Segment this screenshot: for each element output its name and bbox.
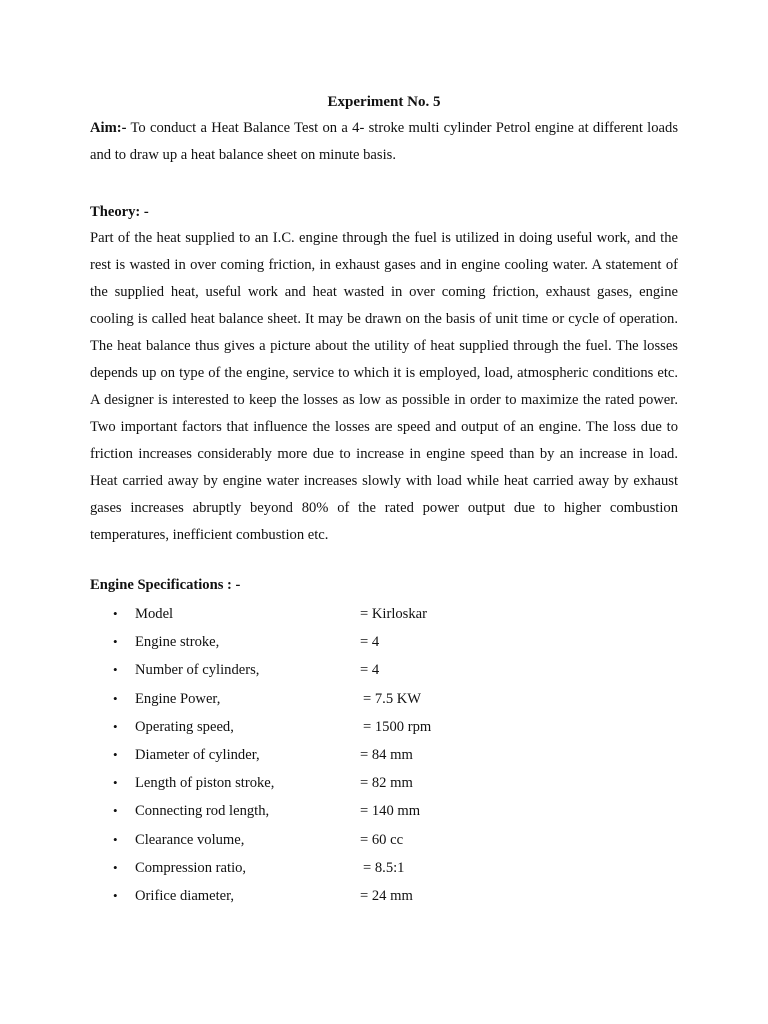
spec-label: Number of cylinders, [135,662,260,679]
spec-value: = 60 cc [360,831,404,848]
bullet-icon: • [113,746,118,762]
spec-item-engine-power [0,685,768,713]
bullet-icon: • [113,803,118,819]
spec-label: Clearance volume, [135,831,245,848]
spec-item-length-of-piston-stroke [0,769,768,797]
spec-label: Compression ratio, [135,859,247,876]
spec-value: = Kirloskar [360,606,427,622]
spec-value: = 1500 rpm [363,718,432,735]
spec-value: = 4 [360,634,380,651]
aim-paragraph [90,115,678,169]
bullet-icon: • [113,831,118,847]
spec-value: = 8.5:1 [363,859,405,876]
bullet-icon: • [113,690,118,706]
spec-item-clearance-volume [0,826,768,854]
spec-label: Diameter of cylinder, [135,746,260,763]
bullet-icon: • [113,662,118,678]
engine-specifications-heading: Engine Specifications : - [90,577,241,593]
spec-value: = 82 mm [360,775,413,792]
spec-value: = 4 [360,662,380,679]
spec-item-operating-speed [0,713,768,741]
spec-item-orifice-diameter [0,882,768,910]
bullet-icon: • [113,606,118,621]
spec-value: = 84 mm [360,746,413,763]
spec-label: Engine stroke, [135,634,220,651]
spec-item-compression-ratio [0,854,768,882]
spec-value: = 7.5 KW [363,690,422,707]
page-title: Experiment No. 5 [327,94,441,110]
spec-value: = 140 mm [360,803,421,820]
spec-label: Orifice diameter, [135,887,235,904]
spec-label: Length of piston stroke, [135,775,275,792]
aim-text: To conduct a Heat Balance Test on a 4- stroke multi cylinder Petrol engine at different loads and to draw up a heat balance sheet on minute basis. [90,120,678,163]
bullet-icon: • [113,718,118,734]
spec-label: Engine Power, [135,690,221,707]
spec-label: Operating speed, [135,718,234,735]
spec-value: = 24 mm [360,887,413,904]
bullet-icon: • [113,634,118,650]
spec-item-model [0,600,768,628]
bullet-icon: • [113,775,118,791]
bullet-icon: • [113,859,118,875]
spec-item-engine-stroke [0,628,768,656]
aim-label: Aim:- [90,120,127,136]
bullet-icon: • [113,887,118,903]
spec-item-connecting-rod-length [0,797,768,825]
spec-label: Model [135,606,174,622]
theory-paragraph: Part of the heat supplied to an I.C. engine through the fuel is utilized in doing useful work, and the rest is wasted in over coming friction, in exhaust gases and in engine cooling water. A statement of the supplied heat, useful work and heat wasted in over coming friction, exhaust gases, engine cooling is called heat balance sheet. It may be drawn on the basis of unit time or cycle of operation. The heat balance thus gives a picture about the utility of heat supplied through the fuel. The losses depends up on type of the engine, service to which it is employed, load, atmospheric conditions etc. A designer is interested to keep the losses as low as possible in order to maximize the rated power. Two important factors that influence the losses are speed and output of an engine. The loss due to friction increases considerably more due to increase in engine speed than by an increase in load. Heat carried away by engine water increases slowly with load while heat carried away by exhaust gases increases abruptly beyond 80% of the rated power output due to higher combustion temperatures, inefficient combustion etc. [90,230,678,543]
spec-item-number-of-cylinders [0,656,768,684]
spec-item-diameter-of-cylinder [0,741,768,769]
theory-heading: Theory: - [90,204,149,220]
engine-specifications-list [0,600,768,910]
spec-label: Connecting rod length, [135,803,270,820]
